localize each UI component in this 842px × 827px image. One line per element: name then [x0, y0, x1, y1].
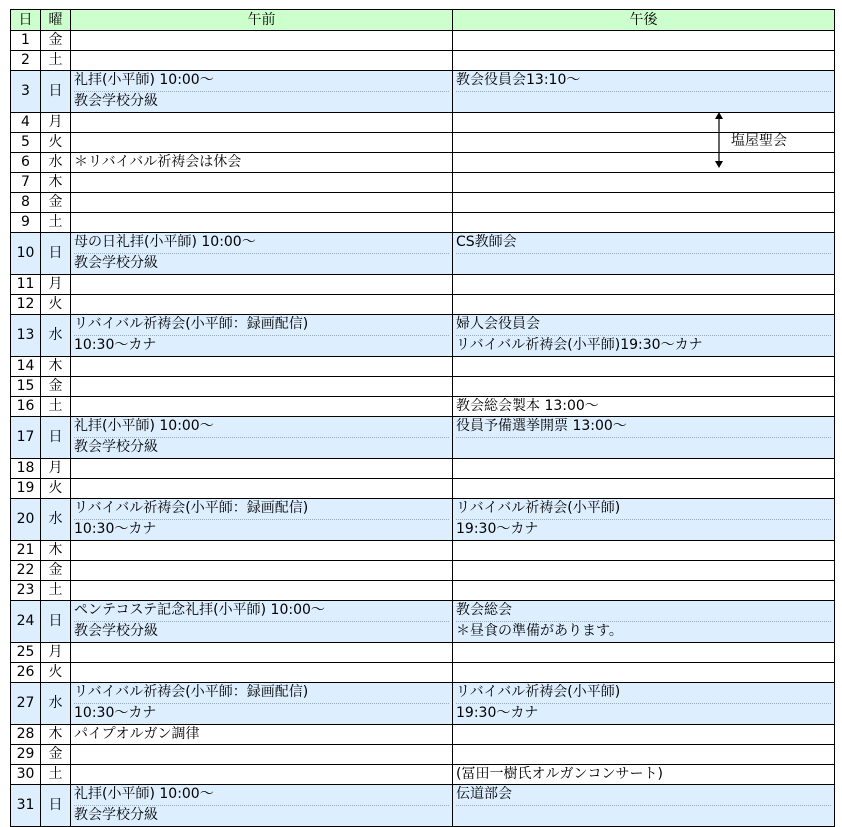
table-row: [11, 785, 835, 827]
am-entry: 教会学校分級: [74, 807, 158, 823]
pm-cell: [453, 295, 835, 315]
table-row: [11, 71, 835, 113]
table-row: [11, 213, 835, 233]
day-number: 19: [11, 479, 41, 499]
day-number: 7: [11, 173, 41, 193]
day-number: 29: [11, 745, 41, 765]
pm-entry: 婦人会役員会: [456, 315, 831, 336]
day-of-week: 日: [41, 785, 71, 827]
table-row: [11, 315, 835, 357]
am-cell: [71, 193, 453, 213]
am-entry: リバイバル祈祷会(小平師：録画配信): [74, 315, 449, 336]
am-entry: 教会学校分級: [74, 623, 158, 639]
pm-cell: [453, 745, 835, 765]
pm-cell: [453, 663, 835, 683]
pm-cell: [453, 315, 835, 357]
table-row: [11, 683, 835, 725]
day-of-week: 水: [41, 683, 71, 725]
pm-cell: [453, 275, 835, 295]
am-cell: [71, 643, 453, 663]
day-of-week: 水: [41, 499, 71, 541]
day-number: 31: [11, 785, 41, 827]
day-number: 30: [11, 765, 41, 785]
day-of-week: 土: [41, 397, 71, 417]
pm-cell: [453, 479, 835, 499]
am-cell: [71, 663, 453, 683]
table-row: [11, 377, 835, 397]
day-number: 13: [11, 315, 41, 357]
am-cell: [71, 31, 453, 51]
day-of-week: 火: [41, 479, 71, 499]
am-cell: [71, 213, 453, 233]
day-number: 10: [11, 233, 41, 275]
table-row: [11, 233, 835, 275]
day-number: 21: [11, 541, 41, 561]
am-cell: [71, 499, 453, 541]
header-dow: 曜: [41, 10, 71, 31]
am-cell: [71, 357, 453, 377]
table-row: [11, 561, 835, 581]
table-row: [11, 725, 835, 745]
am-cell: [71, 541, 453, 561]
pm-cell: [453, 193, 835, 213]
pm-cell: [453, 601, 835, 643]
am-cell: [71, 459, 453, 479]
am-cell: [71, 133, 453, 153]
day-of-week: 月: [41, 275, 71, 295]
am-entry: 教会学校分級: [74, 93, 158, 109]
header-row: [11, 10, 835, 31]
day-of-week: 火: [41, 295, 71, 315]
am-entry: 母の日礼拝(小平師) 10:00～: [74, 233, 449, 254]
pm-entry: 教会総会: [456, 601, 831, 622]
day-number: 28: [11, 725, 41, 745]
pm-cell: [453, 459, 835, 479]
am-entry: 10:30～カナ: [74, 705, 157, 721]
table-row: [11, 133, 835, 153]
header-pm: 午後: [453, 10, 835, 31]
am-cell: [71, 113, 453, 133]
day-number: 12: [11, 295, 41, 315]
am-cell: [71, 153, 453, 173]
am-cell: [71, 683, 453, 725]
pm-cell: [453, 31, 835, 51]
day-of-week: 日: [41, 601, 71, 643]
am-cell: [71, 397, 453, 417]
day-of-week: 木: [41, 541, 71, 561]
day-of-week: 火: [41, 133, 71, 153]
table-row: [11, 51, 835, 71]
pm-cell: [453, 417, 835, 459]
am-cell: [71, 785, 453, 827]
day-number: 20: [11, 499, 41, 541]
day-of-week: 土: [41, 51, 71, 71]
day-number: 4: [11, 113, 41, 133]
table-row: [11, 541, 835, 561]
pm-entry: [456, 438, 831, 458]
day-of-week: 日: [41, 233, 71, 275]
day-of-week: 月: [41, 113, 71, 133]
table-row: [11, 173, 835, 193]
pm-cell: [453, 785, 835, 827]
am-entry: ペンテコステ記念礼拝(小平師) 10:00～: [74, 601, 449, 622]
am-entry: 10:30～カナ: [74, 337, 157, 353]
pm-cell: [453, 643, 835, 663]
am-cell: [71, 581, 453, 601]
day-of-week: 水: [41, 315, 71, 357]
pm-entry: リバイバル祈祷会(小平師): [456, 683, 831, 704]
day-number: 23: [11, 581, 41, 601]
pm-entry: 教会総会製本 13:00～: [456, 398, 599, 414]
pm-entry: ＊昼食の準備があります。: [456, 623, 623, 639]
day-of-week: 土: [41, 765, 71, 785]
pm-cell: [453, 397, 835, 417]
day-number: 8: [11, 193, 41, 213]
am-cell: [71, 725, 453, 745]
am-entry: パイプオルガン調律: [74, 726, 200, 742]
day-number: 24: [11, 601, 41, 643]
am-cell: [71, 765, 453, 785]
day-number: 9: [11, 213, 41, 233]
day-number: 16: [11, 397, 41, 417]
am-entry: 礼拝(小平師) 10:00～: [74, 71, 449, 92]
pm-entry: CS教師会: [456, 233, 831, 254]
table-row: [11, 275, 835, 295]
day-number: 2: [11, 51, 41, 71]
day-of-week: 金: [41, 745, 71, 765]
table-row: [11, 417, 835, 459]
day-number: 17: [11, 417, 41, 459]
pm-entry: リバイバル祈祷会(小平師)19:30～カナ: [456, 337, 703, 353]
table-row: [11, 581, 835, 601]
pm-cell: [453, 561, 835, 581]
day-number: 26: [11, 663, 41, 683]
pm-entry: [456, 806, 831, 826]
am-cell: [71, 377, 453, 397]
pm-entry: [456, 92, 831, 112]
pm-cell: [453, 113, 835, 133]
am-entry: 礼拝(小平師) 10:00～: [74, 417, 449, 438]
table-row: [11, 295, 835, 315]
pm-cell: [453, 51, 835, 71]
am-cell: [71, 601, 453, 643]
day-number: 27: [11, 683, 41, 725]
table-row: [11, 397, 835, 417]
day-of-week: 火: [41, 663, 71, 683]
pm-entry: (冨田一樹氏オルガンコンサート): [456, 766, 663, 782]
pm-entry: 伝道部会: [456, 785, 831, 806]
table-row: [11, 765, 835, 785]
day-number: 5: [11, 133, 41, 153]
pm-cell: [453, 213, 835, 233]
am-cell: [71, 71, 453, 113]
event-note-label: 塩屋聖会: [731, 133, 787, 149]
pm-entry: 19:30～カナ: [456, 521, 539, 537]
pm-cell: [453, 581, 835, 601]
table-row: [11, 459, 835, 479]
am-entry: リバイバル祈祷会(小平師：録画配信): [74, 499, 449, 520]
am-cell: [71, 51, 453, 71]
table-row: [11, 479, 835, 499]
day-number: 6: [11, 153, 41, 173]
day-number: 3: [11, 71, 41, 113]
am-entry: 礼拝(小平師) 10:00～: [74, 785, 449, 806]
pm-cell: [453, 233, 835, 275]
header-day: 日: [11, 10, 41, 31]
pm-entry: [456, 254, 831, 274]
day-number: 18: [11, 459, 41, 479]
day-of-week: 日: [41, 71, 71, 113]
pm-cell: [453, 357, 835, 377]
day-of-week: 金: [41, 31, 71, 51]
table-row: [11, 643, 835, 663]
table-row: [11, 663, 835, 683]
day-of-week: 木: [41, 357, 71, 377]
am-entry: 教会学校分級: [74, 439, 158, 455]
day-of-week: 木: [41, 173, 71, 193]
am-cell: [71, 275, 453, 295]
pm-cell: [453, 683, 835, 725]
table-row: [11, 601, 835, 643]
am-cell: [71, 233, 453, 275]
pm-cell: [453, 71, 835, 113]
schedule-table: [10, 9, 835, 827]
am-cell: [71, 561, 453, 581]
pm-cell: [453, 765, 835, 785]
am-cell: [71, 295, 453, 315]
am-cell: [71, 315, 453, 357]
pm-entry: 教会役員会13:10～: [456, 71, 831, 92]
pm-cell: [453, 377, 835, 397]
table-row: [11, 499, 835, 541]
pm-entry: 役員予備選挙開票 13:00～: [456, 417, 831, 438]
am-cell: [71, 745, 453, 765]
table-row: [11, 31, 835, 51]
header-am: 午前: [71, 10, 453, 31]
pm-entry: リバイバル祈祷会(小平師): [456, 499, 831, 520]
day-of-week: 水: [41, 153, 71, 173]
am-entry: 10:30～カナ: [74, 521, 157, 537]
day-of-week: 土: [41, 213, 71, 233]
day-number: 1: [11, 31, 41, 51]
pm-cell: [453, 173, 835, 193]
am-entry: リバイバル祈祷会(小平師：録画配信): [74, 683, 449, 704]
day-of-week: 金: [41, 193, 71, 213]
day-of-week: 土: [41, 581, 71, 601]
pm-cell: [453, 499, 835, 541]
day-number: 25: [11, 643, 41, 663]
pm-cell: [453, 725, 835, 745]
am-entry: 教会学校分級: [74, 255, 158, 271]
day-number: 15: [11, 377, 41, 397]
span-arrow-icon: [713, 112, 725, 168]
table-row: [11, 153, 835, 173]
am-cell: [71, 479, 453, 499]
table-row: [11, 745, 835, 765]
day-of-week: 日: [41, 417, 71, 459]
am-entry: ＊リバイバル祈祷会は休会: [74, 154, 242, 170]
am-cell: [71, 173, 453, 193]
day-number: 22: [11, 561, 41, 581]
day-of-week: 木: [41, 725, 71, 745]
day-number: 14: [11, 357, 41, 377]
table-row: [11, 357, 835, 377]
pm-cell: [453, 541, 835, 561]
day-number: 11: [11, 275, 41, 295]
table-row: [11, 193, 835, 213]
table-row: [11, 113, 835, 133]
day-of-week: 金: [41, 561, 71, 581]
day-of-week: 金: [41, 377, 71, 397]
pm-entry: 19:30～カナ: [456, 705, 539, 721]
am-cell: [71, 417, 453, 459]
pm-cell: [453, 153, 835, 173]
day-of-week: 月: [41, 459, 71, 479]
day-of-week: 月: [41, 643, 71, 663]
